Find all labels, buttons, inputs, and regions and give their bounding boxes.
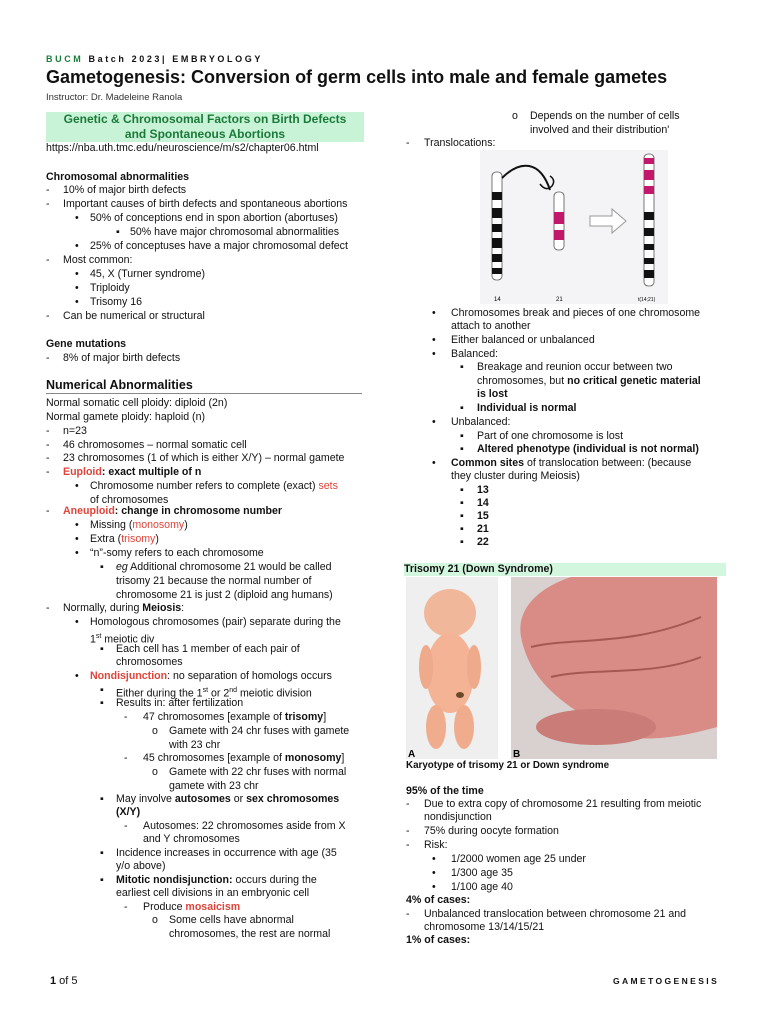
list-item: - 47 chromosomes [example of trisomy] [124, 711, 327, 723]
stat-heading: 4% of cases: [406, 894, 471, 906]
list-item: - Euploid: exact multiple of n [46, 466, 202, 478]
translocation-figure [480, 150, 668, 304]
fig-label-21: 21 [556, 297, 563, 303]
text-line: chromosome 21 is just 2 (diploid ang humans) [116, 589, 333, 601]
fig-label-t: t(14;21) [638, 297, 656, 303]
box-title-line-2: and Spontaneous Abortions [124, 127, 286, 141]
list-item: ▪ Results in: after fertilization [100, 697, 244, 709]
numerical-heading: Numerical Abnormalities [46, 378, 362, 394]
text-line: nondisjunction [424, 811, 492, 823]
text-line: earliest cell divisions in an embryonic cell [116, 887, 310, 899]
list-item: - Can be numerical or structural [46, 310, 205, 322]
list-item: ▪ Each cell has 1 member of each pair of [100, 643, 300, 655]
list-item: ▪ Either during the 1st or 2nd meiotic division [100, 684, 312, 700]
list-item: - 75% during oocyte formation [406, 825, 559, 837]
list-item: - 8% of major birth defects [46, 352, 181, 364]
page-title: Gametogenesis: Conversion of germ cells into male and female gametes [46, 67, 668, 87]
list-item: o Depends on the number of cells [512, 110, 680, 122]
list-item: ▪ Altered phenotype (individual is not normal) [460, 443, 699, 455]
list-item: - Unbalanced translocation between chromosome 21 and [406, 908, 687, 920]
list-item: o Gamete with 22 chr fuses with normal [152, 766, 347, 778]
photo-label-b: B [513, 749, 521, 759]
text-line: trisomy 21 because the normal number of [116, 575, 312, 587]
text-line: chromosomes, but no critical genetic material [477, 375, 701, 387]
list-item: • 25% of conceptuses have a major chromosomal defect [75, 240, 348, 252]
stat-heading: 1% of cases: [406, 934, 471, 946]
list-item: - Translocations: [406, 137, 496, 149]
list-item: o Some cells have abnormal [152, 914, 294, 926]
list-item: • “n”-somy refers to each chromosome [75, 547, 264, 559]
list-item: • 1/100 age 40 [432, 881, 513, 893]
text-line: 1st meiotic div [90, 633, 155, 646]
stat-heading: 95% of the time [406, 785, 484, 797]
list-item: ▪ Incidence increases in occurrence with age (35 [100, 847, 337, 859]
list-item: • 1/2000 women age 25 under [432, 853, 586, 865]
list-item: • 50% of conceptions end in spon abortion (abortuses) [75, 212, 338, 224]
section-box-title [46, 112, 364, 142]
school-code: BUCM [46, 54, 84, 64]
list-item: ▪ 13 [460, 484, 489, 496]
list-item: - n=23 [46, 425, 87, 437]
chromosomal-heading: Chromosomal abnormalities [46, 171, 190, 183]
list-item: • Either balanced or unbalanced [432, 334, 595, 346]
text-line: Normal gamete ploidy: haploid (n) [46, 411, 205, 423]
list-item: • Nondisjunction: no separation of homologs occurs [75, 670, 332, 682]
course-tag-rest: Batch 2023| EMBRYOLOGY [83, 54, 263, 64]
list-item: - Due to extra copy of chromosome 21 resulting from meiotic [406, 798, 702, 810]
photo-label-a: A [408, 749, 416, 759]
list-item: - Aneuploid: change in chromosome number [46, 505, 282, 517]
list-item: • Chromosome number refers to complete (exact) sets [75, 480, 338, 492]
text-line: chromosome 13/14/15/21 [424, 921, 545, 933]
list-item: ▪ Mitotic nondisjunction: occurs during the [100, 874, 317, 886]
text-line: is lost [477, 388, 508, 400]
footer-title: GAMETOGENESIS [613, 976, 720, 986]
list-item: • Trisomy 16 [75, 296, 142, 308]
list-item: • Chromosomes break and pieces of one chromosome [432, 307, 701, 319]
list-item: • Balanced: [432, 348, 499, 360]
list-item: - 45 chromosomes [example of monosomy] [124, 752, 345, 764]
text-line: involved and their distribution' [530, 124, 670, 136]
box-title-line-1: Genetic & Chromosomal Factors on Birth Defects [63, 112, 347, 126]
list-item: • Missing (monosomy) [75, 519, 188, 531]
list-item: - 10% of major birth defects [46, 184, 187, 196]
text-line: with 23 chr [169, 739, 221, 751]
text-line: of chromosomes [90, 494, 169, 506]
list-item: ▪ Breakage and reunion occur between two [460, 361, 673, 373]
list-item: • Homologous chromosomes (pair) separate during the [75, 616, 341, 628]
text-line: chromosomes, the rest are normal [169, 928, 331, 940]
list-item: ▪ 14 [460, 497, 489, 509]
list-item: • 45, X (Turner syndrome) [75, 268, 205, 280]
text-line: Normal somatic cell ploidy: diploid (2n) [46, 397, 228, 409]
list-item: ▪ 21 [460, 523, 489, 535]
list-item: • Unbalanced: [432, 416, 511, 428]
list-item: - Normally, during Meiosis: [46, 602, 185, 614]
fig-label-14: 14 [494, 297, 501, 303]
list-item: ▪ Individual is normal [460, 402, 577, 414]
text-line: and Y chromosomes [143, 833, 240, 845]
list-item: ▪ 50% have major chromosomal abnormalities [116, 226, 340, 238]
list-item: ▪ Part of one chromosome is lost [460, 430, 624, 442]
page-number: 1 of 5 [50, 975, 78, 987]
text-line: y/o above) [116, 860, 166, 872]
list-item: • 1/300 age 35 [432, 867, 513, 879]
text-line: attach to another [451, 320, 531, 332]
instructor: Instructor: Dr. Madeleine Ranola [46, 92, 183, 103]
text-line: chromosomes [116, 656, 183, 668]
course-tag [46, 54, 263, 64]
list-item: • Triploidy [75, 282, 130, 294]
source-link[interactable]: https://nba.uth.tmc.edu/neuroscience/m/s2/chapter06.html [46, 142, 319, 154]
text-line: gamete with 23 chr [169, 780, 259, 792]
list-item: - Produce mosaicism [124, 901, 241, 913]
palm-photo [511, 577, 717, 759]
text-line: they cluster during Meiosis) [451, 470, 580, 482]
list-item: ▪ May involve autosomes or sex chromosomes [100, 793, 340, 805]
list-item: ▪ eg Additional chromosome 21 would be called [100, 561, 332, 573]
gene-heading: Gene mutations [46, 338, 127, 350]
list-item: - Risk: [406, 839, 448, 851]
list-item: • Common sites of translocation between: (because [432, 457, 692, 469]
trisomy-heading: Trisomy 21 (Down Syndrome) [404, 563, 726, 576]
list-item: o Gamete with 24 chr fuses with gamete [152, 725, 350, 737]
list-item: • Extra (trisomy) [75, 533, 159, 545]
figure-caption: Karyotype of trisomy 21 or Down syndrome [406, 760, 610, 771]
list-item: - Important causes of birth defects and spontaneous abortions [46, 198, 348, 210]
list-item: - Most common: [46, 254, 133, 266]
list-item: - 46 chromosomes – normal somatic cell [46, 439, 247, 451]
list-item: - Autosomes: 22 chromosomes aside from X [124, 820, 346, 832]
list-item: ▪ 15 [460, 510, 489, 522]
list-item: - 23 chromosomes (1 of which is either X/Y) – normal gamete [46, 452, 345, 464]
infant-photo [406, 577, 498, 759]
text-line: (X/Y) [116, 806, 141, 818]
list-item: ▪ 22 [460, 536, 489, 548]
